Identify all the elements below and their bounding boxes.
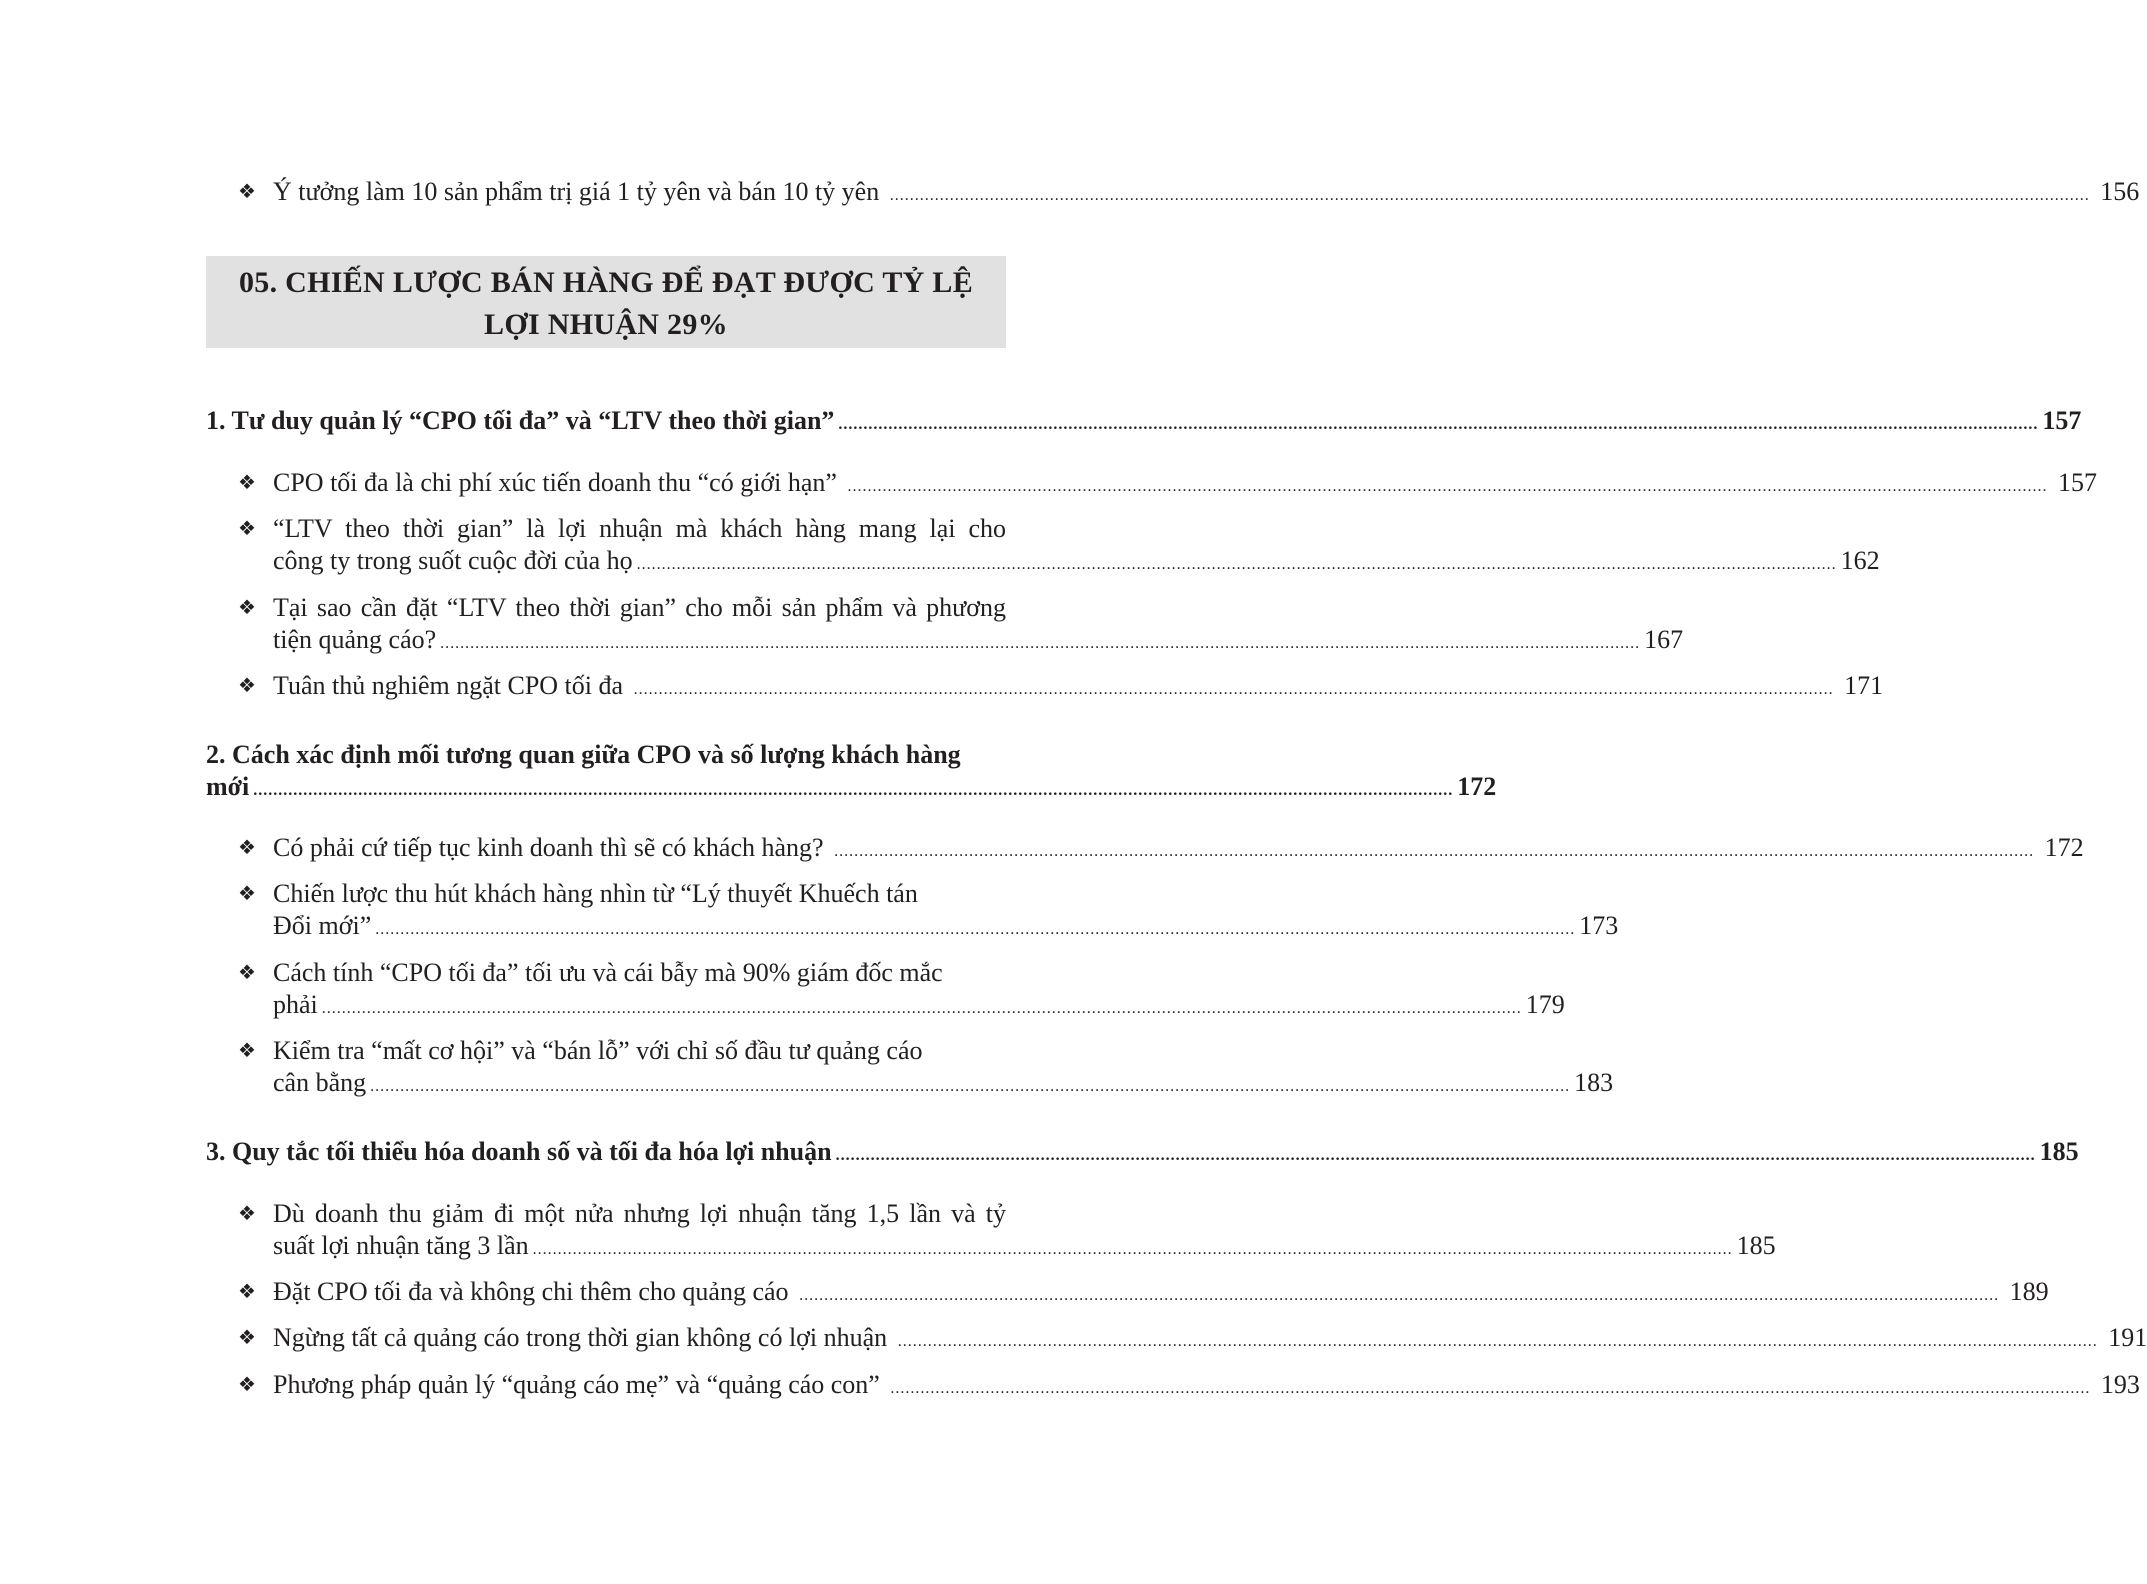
leader-dots: [838, 409, 2038, 441]
leader-dots: [637, 549, 1837, 581]
toc-page-number: 156: [2100, 177, 2140, 206]
diamond-bullet-icon: ❖: [238, 962, 256, 984]
leader-dots: [370, 1071, 1570, 1103]
toc-page-number: 172: [1457, 772, 1497, 801]
toc-page-number: 162: [1840, 546, 1880, 575]
diamond-bullet-icon: ❖: [238, 883, 256, 905]
toc-page-number: 167: [1644, 625, 1684, 654]
toc-item[interactable]: [238, 1322, 2147, 1358]
toc-item-text: Phương pháp quản lý “quảng cáo mẹ” và “quảng cáo con”: [273, 1370, 880, 1399]
toc-item[interactable]: [238, 1369, 2140, 1405]
toc-page-number: 185: [2039, 1137, 2079, 1166]
diamond-bullet-icon: ❖: [238, 1281, 256, 1303]
chapter-title-line1: 05. CHIẾN LƯỢC BÁN HÀNG ĐỂ ĐẠT ĐƯỢC TỶ LỆ: [238, 266, 974, 299]
toc-page-number: 173: [1579, 911, 1619, 940]
leader-dots: [533, 1234, 1733, 1266]
leader-dots: [375, 914, 1575, 946]
diamond-bullet-icon: ❖: [238, 472, 256, 494]
toc-item-text: Kiểm tra “mất cơ hội” và “bán lỗ” với chỉ số đầu tư quảng cáo: [273, 1036, 923, 1065]
diamond-bullet-icon: ❖: [238, 1327, 256, 1349]
section-title-cont: mới: [206, 772, 250, 801]
toc-item-text-cont: tiện quảng cáo?: [273, 625, 437, 654]
toc-page-number: 172: [2044, 833, 2084, 862]
toc-item-text: Cách tính “CPO tối đa” tối ưu và cái bẫy mà 90% giám đốc mắc: [273, 958, 943, 987]
leader-dots: [799, 1287, 1999, 1304]
toc-item[interactable]: [238, 467, 2097, 503]
toc-item-text-cont: Đổi mới”: [273, 911, 372, 940]
toc-page-number: 191: [2108, 1323, 2147, 1352]
leader-dots: [253, 775, 1453, 807]
leader-dots: [440, 628, 1640, 660]
toc-item-text: Có phải cứ tiếp tục kinh doanh thì sẽ có khách hàng?: [273, 833, 824, 862]
chapter-title-line2: LỢI NHUẬN 29%: [484, 308, 728, 341]
toc-item-text-cont: cân bằng: [273, 1068, 367, 1097]
chapter-heading: [206, 256, 1006, 348]
diamond-bullet-icon: ❖: [238, 181, 256, 203]
toc-item-text-cont: suất lợi nhuận tăng 3 lần: [273, 1231, 529, 1260]
toc-page-number: 183: [1574, 1068, 1614, 1097]
toc-section-1[interactable]: [206, 405, 2082, 441]
diamond-bullet-icon: ❖: [238, 1203, 256, 1225]
diamond-bullet-icon: ❖: [238, 597, 256, 619]
toc-item-text: CPO tối đa là chi phí xúc tiến doanh thu “có giới hạn”: [273, 468, 837, 497]
toc-section-3[interactable]: [206, 1136, 2079, 1172]
leader-dots: [634, 681, 1834, 698]
section-title: 3. Quy tắc tối thiểu hóa doanh số và tối đa hóa lợi nhuận: [206, 1137, 832, 1166]
section-title: 1. Tư duy quản lý “CPO tối đa” và “LTV theo thời gian”: [206, 406, 835, 435]
section-title: 2. Cách xác định mối tương quan giữa CPO và số lượng khách hàng: [206, 740, 961, 769]
toc-item-text: “LTV theo thời gian” là lợi nhuận mà khách hàng mang lại cho: [273, 514, 1006, 543]
toc-page-number: 185: [1736, 1231, 1776, 1260]
toc-item[interactable]: [238, 592, 1684, 660]
leader-dots: [847, 478, 2047, 495]
diamond-bullet-icon: ❖: [238, 675, 256, 697]
leader-dots: [836, 1140, 2036, 1172]
toc-page-number: 157: [2042, 406, 2082, 435]
toc-item[interactable]: [238, 670, 1884, 706]
toc-item[interactable]: [238, 513, 1880, 581]
toc-item[interactable]: [238, 1198, 1776, 1266]
leader-dots: [890, 187, 2090, 204]
toc-item[interactable]: [238, 176, 2140, 212]
toc-item[interactable]: [238, 1035, 1614, 1103]
leader-dots: [890, 1380, 2090, 1397]
toc-item-text: Tuân thủ nghiêm ngặt CPO tối đa: [273, 671, 624, 700]
toc-item-text: Ý tưởng làm 10 sản phẩm trị giá 1 tỷ yên và bán 10 tỷ yên: [273, 177, 880, 206]
toc-item-text: Tại sao cần đặt “LTV theo thời gian” cho mỗi sản phẩm và phương: [273, 593, 1006, 622]
toc-item-text: Ngừng tất cả quảng cáo trong thời gian không có lợi nhuận: [273, 1323, 888, 1352]
toc-item[interactable]: [238, 957, 1565, 1025]
toc-page-number: 171: [1844, 671, 1884, 700]
diamond-bullet-icon: ❖: [238, 837, 256, 859]
diamond-bullet-icon: ❖: [238, 518, 256, 540]
leader-dots: [322, 993, 1522, 1025]
toc-item-text-cont: công ty trong suốt cuộc đời của họ: [273, 546, 633, 575]
toc-item-text: Dù doanh thu giảm đi một nửa nhưng lợi nhuận tăng 1,5 lần và tỷ: [273, 1199, 1006, 1228]
toc-page-number: 157: [2057, 468, 2097, 497]
toc-item[interactable]: [238, 832, 2084, 868]
toc-page-number: 193: [2100, 1370, 2140, 1399]
toc-item-text-cont: phải: [273, 990, 318, 1019]
toc-page-number: 179: [1525, 990, 1565, 1019]
toc-page-number: 189: [2009, 1277, 2049, 1306]
toc-item[interactable]: [238, 878, 1619, 946]
toc-section-2[interactable]: [206, 739, 1497, 807]
toc-item[interactable]: [238, 1276, 2049, 1312]
toc-item-text: Đặt CPO tối đa và không chi thêm cho quảng cáo: [273, 1277, 789, 1306]
diamond-bullet-icon: ❖: [238, 1040, 256, 1062]
leader-dots: [898, 1333, 2098, 1350]
diamond-bullet-icon: ❖: [238, 1374, 256, 1396]
toc-item-text: Chiến lược thu hút khách hàng nhìn từ “Lý thuyết Khuếch tán: [273, 879, 918, 908]
leader-dots: [834, 843, 2034, 860]
